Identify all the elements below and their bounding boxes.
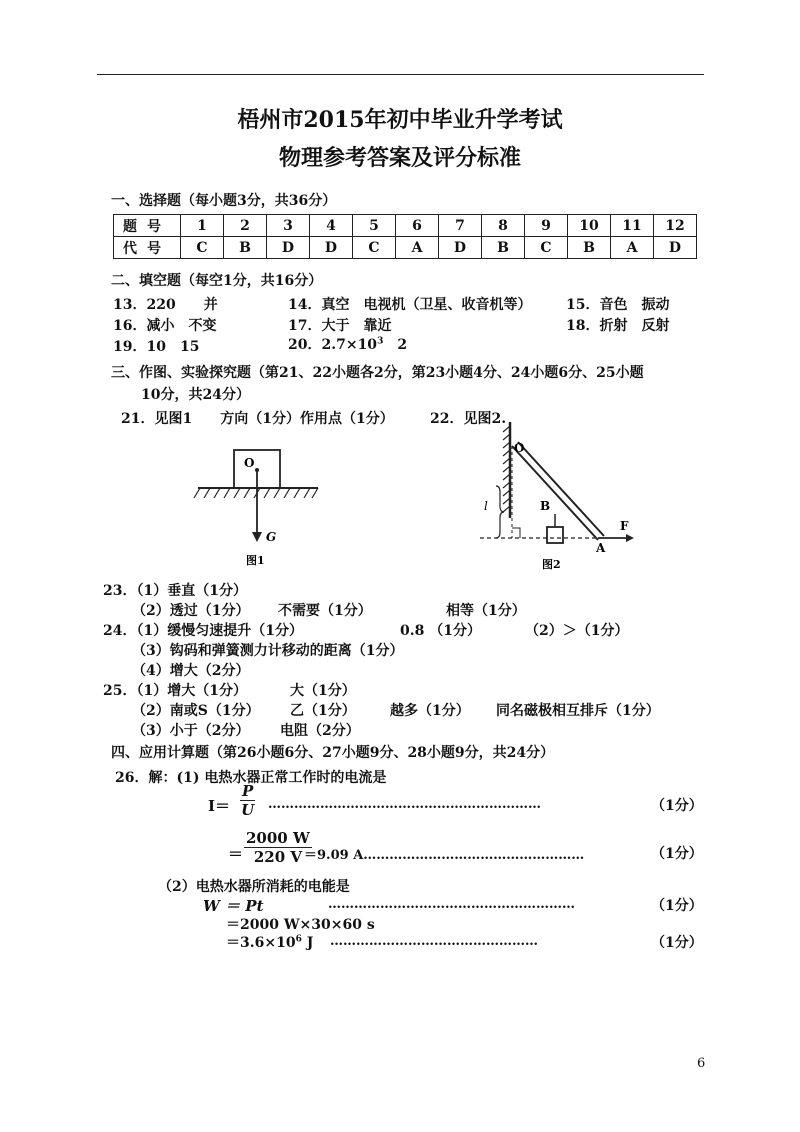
answer-25-2a: （2）南或S（1分） (132, 703, 260, 719)
answer-23-1: 23．（1）垂直（1分） (103, 583, 247, 599)
answer-19: 19．10 15 (113, 339, 200, 355)
answer-13: 13．220 并 (113, 297, 218, 313)
answer-23-2b: 不需要（1分） (278, 603, 372, 619)
eq3-score: （1分） (651, 898, 703, 914)
page-title: 梧州市2015年初中毕业升学考试 (237, 107, 563, 133)
eq1-numerator: P (242, 782, 254, 800)
eq5-exponent: 6 (295, 934, 302, 945)
label-o: O (244, 456, 255, 470)
eq5-score: （1分） (651, 935, 703, 951)
label-l: l (484, 499, 488, 513)
eq1-score: （1分） (651, 798, 703, 814)
table-row-numbers (114, 215, 697, 237)
eq1-fraction (240, 782, 255, 819)
eq2-result: ＝9.09 A…………………………………………… (304, 848, 585, 863)
table-cell: 10 (568, 215, 611, 237)
eq2-fraction (244, 829, 312, 866)
answer-24-4: （4）增大（2分） (132, 663, 250, 679)
answer-23-2a: （2）透过（1分） (132, 603, 250, 619)
eq5-unit: J (301, 935, 314, 951)
table-cell: D (310, 237, 353, 259)
eq1-leader: ……………………………………………………… (268, 797, 541, 812)
eq5 (226, 932, 313, 952)
table-cell: C (525, 237, 568, 259)
answer-24-1b: 0.8 （1分） (400, 623, 481, 639)
eq3: W ＝ Pt (203, 897, 264, 915)
answer-25-1b: 大（1分） (290, 683, 356, 699)
table-cell: D (439, 237, 482, 259)
answer-15: 15．音色 振动 (566, 297, 670, 313)
table-cell: 7 (439, 215, 482, 237)
table-header-cell: 代号 (114, 237, 181, 259)
label-f: F (620, 519, 629, 533)
table-cell: 4 (310, 215, 353, 237)
answer-20-exponent: 3 (377, 336, 384, 347)
table-cell: B (224, 237, 267, 259)
answer-table (113, 214, 697, 259)
answer-20 (288, 334, 407, 354)
figure-2 (470, 418, 640, 574)
table-cell: 2 (224, 215, 267, 237)
eq1-lhs: I＝ (208, 797, 231, 815)
figure-1-caption: 图1 (246, 554, 265, 567)
table-cell: 11 (611, 215, 654, 237)
answer-24-3: （3）钩码和弹簧测力计移动的距离（1分） (132, 643, 404, 659)
right-angle-mark (512, 528, 520, 538)
section2-heading: 二、填空题（每空1分，共16分） (111, 273, 323, 289)
table-cell: D (654, 237, 697, 259)
answer-25-3a: （3）小于（2分） (132, 723, 250, 739)
answer-22: 22．见图2. (430, 411, 507, 427)
section3-heading-line2: 10分，共24分） (141, 387, 250, 403)
answer-16: 16．减小 不变 (113, 318, 217, 334)
label-g: G (266, 530, 277, 544)
section1-heading: 一、选择题（每小题3分，共36分） (111, 193, 337, 209)
table-cell: 8 (482, 215, 525, 237)
answer-25-2c: 越多（1分） (390, 703, 470, 719)
eq3-leader: ………………………………………………… (328, 897, 575, 912)
label-a: A (596, 541, 606, 555)
answer-18: 18．折射 反射 (566, 318, 670, 334)
page-subtitle: 物理参考答案及评分标准 (278, 145, 521, 171)
table-cell: B (568, 237, 611, 259)
label-o: O (514, 441, 525, 455)
answer-24-1a: 24．（1）缓慢匀速提升（1分） (103, 623, 303, 639)
q26-intro: 26．解：(1) 电热水器正常工作时的电流是 (115, 770, 387, 786)
answer-25-3b: 电阻（2分） (280, 723, 360, 739)
answer-14: 14．真空 电视机（卫星、收音机等） (288, 297, 532, 313)
eq4: ＝2000 W×30×60 s (226, 917, 375, 933)
table-cell: A (396, 237, 439, 259)
label-b: B (540, 499, 551, 513)
table-cell: 3 (267, 215, 310, 237)
answer-20-rest: 2 (383, 337, 408, 353)
eq2-numerator: 2000 W (246, 829, 310, 847)
eq2-score: （1分） (651, 846, 703, 862)
answer-23-2c: 相等（1分） (446, 603, 526, 619)
brace-l (496, 486, 504, 538)
answer-17: 17．大于 靠近 (288, 318, 392, 334)
center-point (255, 468, 259, 472)
table-cell: 5 (353, 215, 396, 237)
table-cell: 1 (181, 215, 224, 237)
table-cell: 12 (654, 215, 697, 237)
section3-heading-line1: 三、作图、实验探究题（第21、22小题各2分，第23小题4分、24小题6分、25小题 (111, 365, 644, 381)
table-cell: A (611, 237, 654, 259)
answer-25-1a: 25．（1）增大（1分） (103, 683, 247, 699)
table-cell: B (482, 237, 525, 259)
lever-edge-2 (518, 442, 604, 536)
weight-block (547, 527, 563, 543)
table-cell: 9 (525, 215, 568, 237)
force-f-head (626, 534, 634, 542)
figure-2-caption: 图2 (542, 558, 561, 571)
answer-25-2d: 同名磁极相互排斥（1分） (496, 703, 660, 719)
top-rule (97, 74, 704, 75)
table-cell: C (181, 237, 224, 259)
table-cell: C (353, 237, 396, 259)
eq5-base: ＝3.6×10 (226, 935, 296, 951)
ground-hatching (194, 488, 318, 498)
answer-20-base: 20．2.7×10 (288, 337, 378, 353)
table-header-cell: 题号 (114, 215, 181, 237)
eq2-equals: ＝ (228, 845, 244, 863)
page-number: 6 (697, 1056, 706, 1071)
force-arrow-head (252, 532, 262, 542)
eq5-leader: ………………………………………… (330, 934, 538, 949)
table-cell: 6 (396, 215, 439, 237)
table-row-answers (114, 237, 697, 259)
section4-heading: 四、应用计算题（第26小题6分、27小题9分、28小题9分，共24分） (111, 745, 555, 761)
answer-21: 21．见图1 方向（1分）作用点（1分） (121, 411, 394, 427)
answer-25-2b: 乙（1分） (290, 703, 356, 719)
eq1-denominator: U (241, 801, 255, 819)
table-cell: D (267, 237, 310, 259)
answer-24-2: （2）＞（1分） (525, 623, 629, 639)
figure-1 (190, 440, 330, 570)
eq2-denominator: 220 V (253, 848, 302, 866)
q26-part2: （2）电热水器所消耗的电能是 (158, 879, 350, 895)
